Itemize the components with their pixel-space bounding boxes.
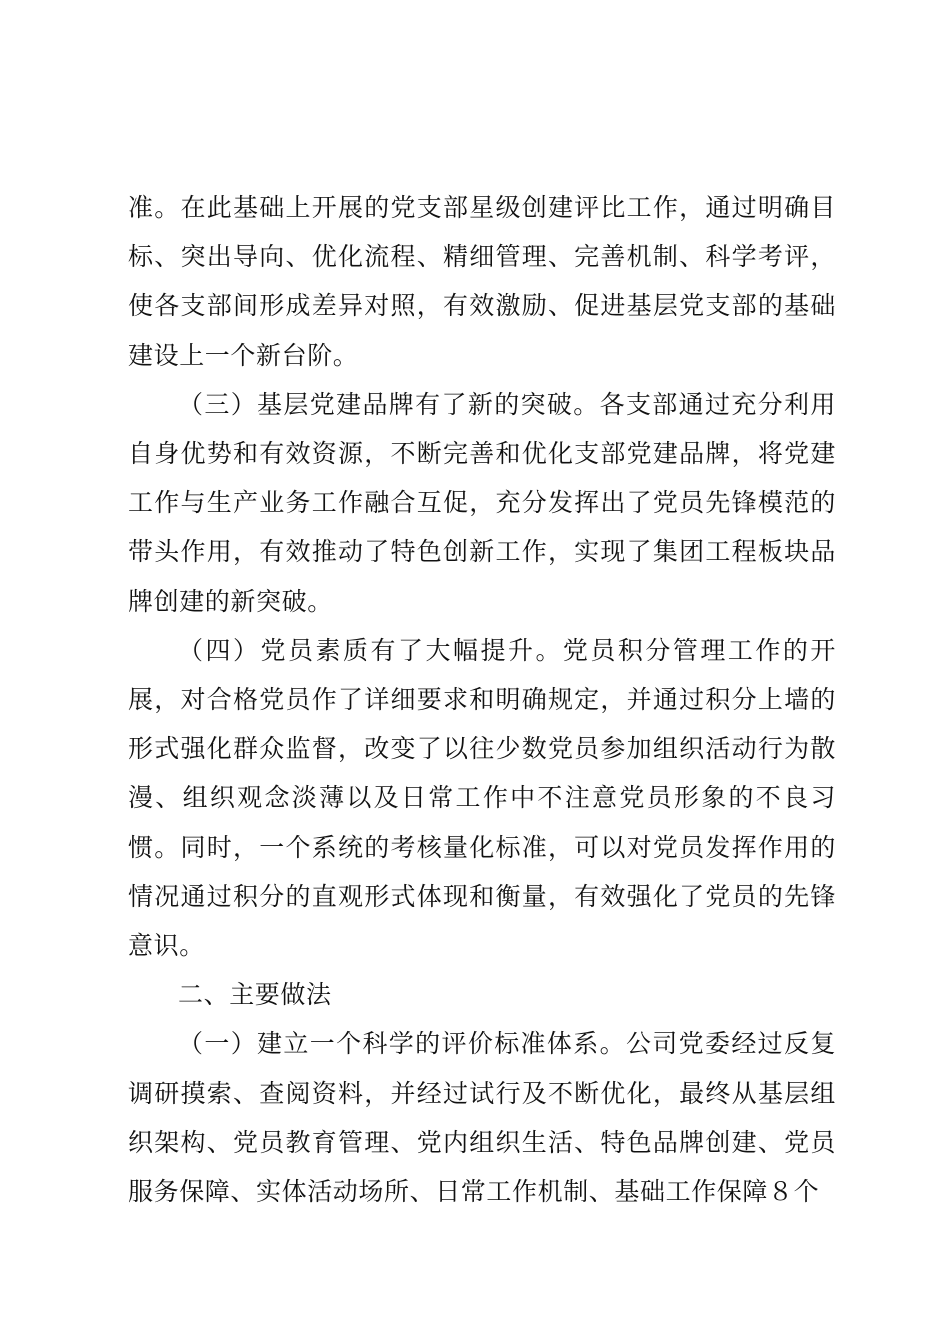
document-body [128, 183, 836, 1216]
heading-main-practices: 二、主要做法 [178, 980, 332, 1010]
paragraph-section-four: （四）党员素质有了大幅提升。党员积分管理工作的开展，对合格党员作了详细要求和明确规定，并通过积分上墙的形式强化群众监督，改变了以往少数党员参加组织活动行为散漫、组织观念淡薄以及日常工作中不注意党员形象的不良习惯。同时，一个系统的考核量化标准，可以对党员发挥作用的情况通过积分的直观形式体现和衡量，有效强化了党员的先锋意识。 [128, 635, 836, 961]
paragraph-section-three: （三）基层党建品牌有了新的突破。各支部通过充分利用自身优势和有效资源，不断完善和优化支部党建品牌，将党建工作与生产业务工作融合互促，充分发挥出了党员先锋模范的带头作用，有效推动了特色创新工作，实现了集团工程板块品牌创建的新突破。 [128, 389, 836, 616]
paragraph-star-rating-continuation: 准。在此基础上开展的党支部星级创建评比工作，通过明确目标、突出导向、优化流程、精细管理、完善机制、科学考评，使各支部间形成差异对照，有效激励、促进基层党支部的基础建设上一个新台阶。 [128, 193, 836, 370]
paragraph-practice-one: （一）建立一个科学的评价标准体系。公司党委经过反复调研摸索、查阅资料，并经过试行及不断优化，最终从基层组织架构、党员教育管理、党内组织生活、特色品牌创建、党员服务保障、实体活动场所、日常工作机制、基础工作保障８个 [128, 1029, 836, 1207]
